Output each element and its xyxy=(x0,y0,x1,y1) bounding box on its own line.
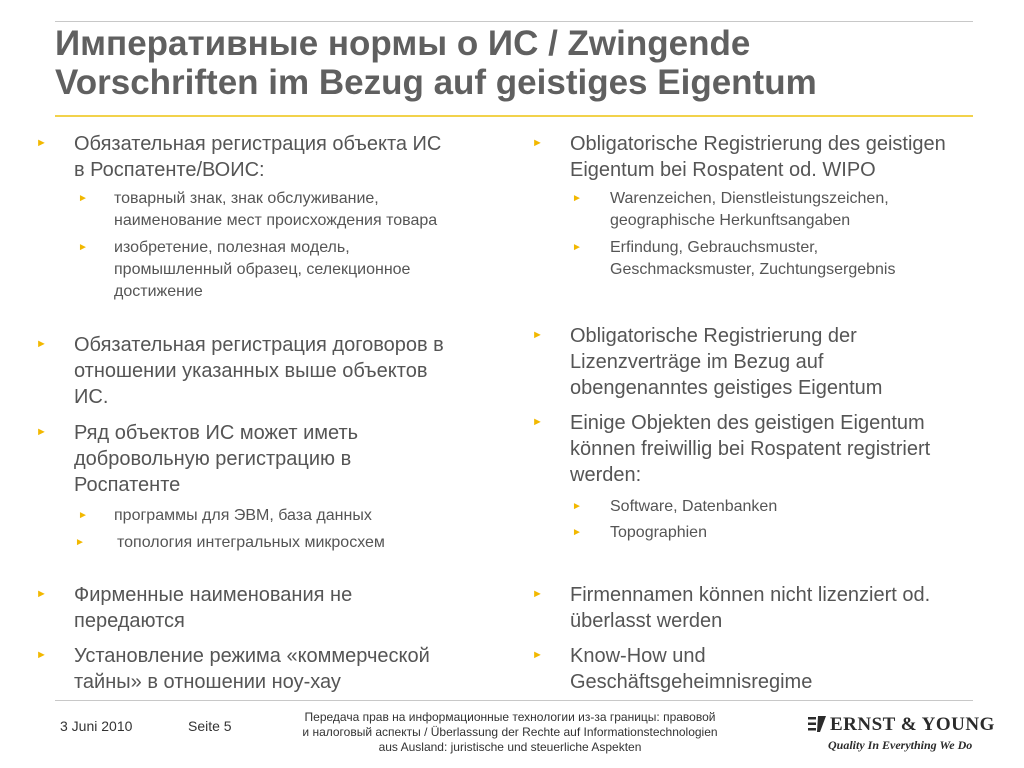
left-b3-sub1-text: программы для ЭВМ, база данных xyxy=(114,507,372,524)
logo-mark-icon xyxy=(808,716,826,732)
footer-page-number: Seite 5 xyxy=(188,718,232,734)
right-b2-line3: obengenanntes geistiges Eigentum xyxy=(570,377,883,399)
left-b1-sub2-line2: промышленный образец, селекционное xyxy=(114,261,411,278)
bullet-arrow-icon: ► xyxy=(572,527,582,538)
right-b1-sub2-line1: Erfindung, Gebrauchsmuster, xyxy=(610,239,819,256)
left-b4-line2: передаются xyxy=(74,610,185,632)
right-b4-line2: überlasst werden xyxy=(570,610,723,632)
left-b3-line2: добровольную регистрацию в xyxy=(74,448,352,470)
right-b1-sub1-line2: geographische Herkunftsangaben xyxy=(610,212,851,229)
right-b1-sub1-line1: Warenzeichen, Dienstleistungszeichen, xyxy=(610,190,889,207)
logo-tagline: Quality In Everything We Do xyxy=(828,738,973,752)
footer-date: 3 Juni 2010 xyxy=(60,718,133,734)
bullet-arrow-icon: ► xyxy=(36,137,47,149)
left-b1-sub1-line1: товарный знак, знак обслуживание, xyxy=(114,190,379,207)
bullet-arrow-icon: ► xyxy=(78,193,88,204)
right-b3-sub1-text: Software, Datenbanken xyxy=(610,498,778,515)
bullet-arrow-icon: ► xyxy=(532,649,543,661)
left-b1-sub2-line1: изобретение, полезная модель, xyxy=(114,239,350,256)
left-b1-sub2-line3: достижение xyxy=(114,283,203,300)
right-b5-line2: Geschäftsgeheimnisregime xyxy=(570,671,813,693)
bullet-arrow-icon: ► xyxy=(532,416,543,428)
left-b5-line2: тайны» в отношении ноу-хау xyxy=(74,671,341,693)
bullet-arrow-icon: ► xyxy=(78,242,88,253)
bullet-arrow-icon: ► xyxy=(532,329,543,341)
right-b2-line1: Obligatorische Registrierung der xyxy=(570,325,857,347)
left-b5-line1: Установление режима «коммерческой xyxy=(74,645,430,667)
bullet-arrow-icon: ► xyxy=(36,588,47,600)
right-b1-line1: Obligatorische Registrierung des geistigen xyxy=(570,133,946,155)
footer-rule xyxy=(55,700,973,701)
slide-title xyxy=(55,24,985,102)
right-b3-sub2-text: Topographien xyxy=(610,524,707,541)
footer-desc-line3: aus Ausland: juristische und steuerliche Aspekten xyxy=(378,740,642,754)
logo-name: ERNST & YOUNG xyxy=(830,714,995,735)
bullet-arrow-icon: ► xyxy=(36,426,47,438)
left-b1-line2: в Роспатенте/ВОИС: xyxy=(74,159,265,181)
left-b2-line3: ИС. xyxy=(74,386,109,408)
left-b3-sub2-text: топология интегральных микросхем xyxy=(117,534,385,551)
bullet-arrow-icon: ► xyxy=(36,649,47,661)
bullet-arrow-icon: ► xyxy=(532,588,543,600)
bullet-arrow-icon: ► xyxy=(572,242,582,253)
bullet-arrow-icon: ► xyxy=(78,510,88,521)
right-b4-line1: Firmennamen können nicht lizenziert od. xyxy=(570,584,931,606)
right-b2-line2: Lizenzverträge im Bezug auf xyxy=(570,351,824,373)
top-rule xyxy=(55,21,973,22)
left-b2-line1: Обязательная регистрация договоров в xyxy=(74,334,444,356)
footer-desc-line1: Передача прав на информационные технологии из-за границы: правовой xyxy=(304,710,716,724)
right-b1-line2: Eigentum bei Rospatent od. WIPO xyxy=(570,159,876,181)
left-b3-line3: Роспатенте xyxy=(74,474,181,496)
right-b3-line1: Einige Objekten des geistigen Eigentum xyxy=(570,412,925,434)
left-b1-line1: Обязательная регистрация объекта ИС xyxy=(74,133,442,155)
left-b3-line1: Ряд объектов ИС может иметь xyxy=(74,422,359,444)
bullet-arrow-icon: ► xyxy=(75,537,85,548)
right-b1-sub2-line2: Geschmacksmuster, Zuchtungsergebnis xyxy=(610,261,896,278)
bullet-arrow-icon: ► xyxy=(36,338,47,350)
bullet-arrow-icon: ► xyxy=(572,501,582,512)
footer-description xyxy=(280,710,740,755)
right-b5-line1: Know-How und xyxy=(570,645,706,667)
bullet-arrow-icon: ► xyxy=(532,137,543,149)
left-b2-line2: отношении указанных выше объектов xyxy=(74,360,428,382)
title-rule xyxy=(55,115,973,117)
title-line-2: Vorschriften im Bezug auf geistiges Eigentum xyxy=(55,63,817,102)
right-b3-line2: können freiwillig bei Rospatent registriert xyxy=(570,438,931,460)
bullet-arrow-icon: ► xyxy=(572,193,582,204)
ernst-young-logo xyxy=(808,714,995,754)
footer-desc-line2: и налоговый аспекты / Überlassung der Rechte auf Informationstechnologien xyxy=(302,725,718,739)
left-b4-line1: Фирменные наименования не xyxy=(74,584,353,606)
title-line-1: Императивные нормы о ИС / Zwingende xyxy=(55,24,751,63)
left-b1-sub1-line2: наименование мест происхождения товара xyxy=(114,212,438,229)
right-b3-line3: werden: xyxy=(570,464,642,486)
